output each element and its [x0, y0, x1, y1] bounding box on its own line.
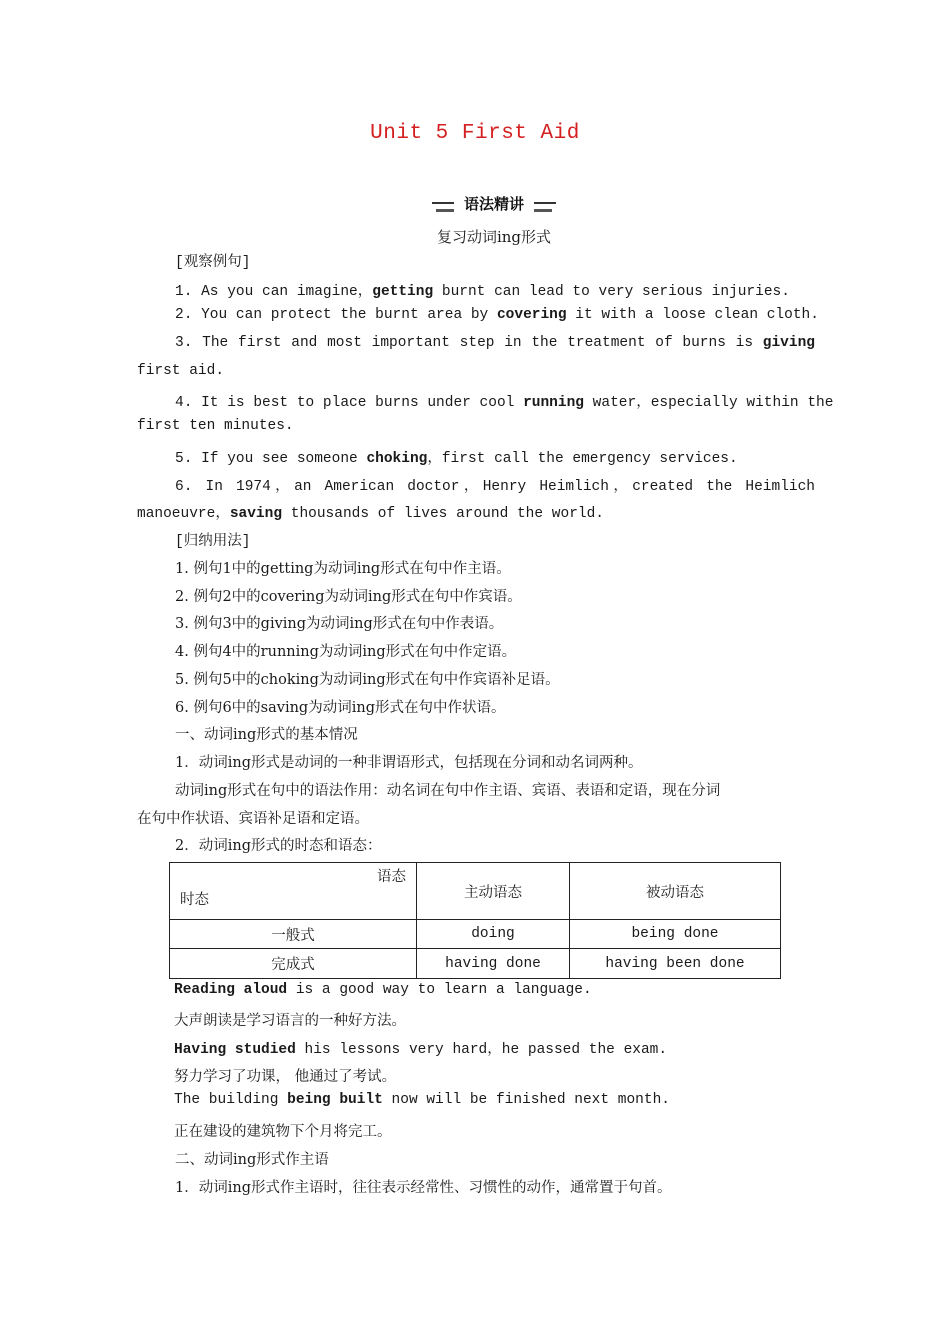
- example-num: 2.: [175, 307, 193, 323]
- example-keyword: Having studied: [174, 1042, 296, 1058]
- example-keyword: covering: [496, 307, 567, 323]
- example-6-line1: [137, 474, 815, 495]
- table-cell-tense: 一般式: [170, 920, 417, 949]
- example-1: [137, 279, 815, 300]
- example-text: As you can imagine，: [201, 284, 373, 300]
- section-1-heading: 一、动词ing形式的基本情况: [175, 727, 358, 743]
- section-2-heading: 二、动词ing形式作主语: [175, 1152, 329, 1168]
- example-3-line2: first aid.: [137, 363, 225, 379]
- section-1-para-line-1: 动词ing形式在句中的语法作用：动名词在句中作主语、宾语、表语和定语，现在分词: [175, 783, 721, 799]
- table-row: [170, 920, 781, 949]
- example-keyword: being built: [287, 1092, 383, 1108]
- table-header-tense: 时态: [180, 892, 209, 908]
- example-text: burnt can lead to very serious injuries.: [433, 284, 790, 300]
- table-cell-active: having done: [417, 949, 570, 979]
- example-building-en: [174, 1092, 852, 1108]
- table-corner-cell: [170, 863, 417, 920]
- summary-item-3: [137, 612, 815, 633]
- summary-text: 例句2中的covering为动词ing形式在句中作宾语。: [193, 589, 522, 605]
- section-1-para-line-2: 在句中作状语、宾语补足语和定语。: [137, 811, 369, 827]
- section-2-point-1: 1．动词ing形式作主语时，往往表示经常性、习惯性的动作，通常置于句首。: [175, 1180, 672, 1196]
- example-keyword: running: [523, 395, 584, 411]
- example-text: You can protect the burnt area by: [201, 307, 497, 323]
- example-text: thousands of lives around the world.: [282, 506, 604, 522]
- summary-item-6: [137, 696, 815, 717]
- summary-num: 2.: [175, 589, 189, 605]
- section-1-point-1: 1．动词ing形式是动词的一种非谓语形式，包括现在分词和动名词两种。: [175, 755, 643, 771]
- example-text: The building: [174, 1092, 288, 1108]
- example-6-line2: [137, 501, 815, 522]
- table-cell-passive: having been done: [570, 949, 781, 979]
- example-5: [137, 446, 815, 467]
- table-header-voice: 语态: [377, 869, 406, 885]
- table-header-passive: 被动语态: [570, 863, 781, 920]
- summary-num: 4.: [175, 644, 189, 660]
- example-4-line2: first ten minutes.: [137, 418, 294, 434]
- summary-text: 例句3中的giving为动词ing形式在句中作表语。: [193, 616, 504, 632]
- summary-text: 例句1中的getting为动词ing形式在句中作主语。: [193, 561, 511, 577]
- example-text: water，especially within the: [583, 395, 834, 411]
- banner-label: 语法精讲: [454, 193, 534, 215]
- example-reading-zh: 大声朗读是学习语言的一种好方法。: [174, 1013, 406, 1029]
- example-text: The first and most important step in the treatment of burns is: [202, 335, 763, 351]
- example-text: manoeuvre，: [137, 506, 230, 522]
- example-text: It is best to place burns under cool: [201, 395, 524, 411]
- example-having-zh: 努力学习了功课， 他通过了考试。: [174, 1069, 397, 1085]
- example-text: now will be finished next month.: [382, 1092, 670, 1108]
- summary-text: 例句6中的saving为动词ing形式在句中作状语。: [193, 700, 506, 716]
- example-2: [137, 307, 819, 323]
- summary-num: 5.: [175, 672, 189, 688]
- summary-num: 1.: [175, 561, 189, 577]
- section-banner: [432, 193, 556, 215]
- table-header-active: 主动语态: [417, 863, 570, 920]
- example-4-line1: [137, 390, 834, 411]
- example-text: ，first call the emergency services.: [427, 451, 738, 467]
- summary-item-2: [137, 585, 815, 606]
- summary-text: 例句4中的running为动词ing形式在句中作定语。: [193, 644, 517, 660]
- example-keyword: giving: [762, 335, 815, 351]
- example-keyword: Reading aloud: [174, 982, 288, 998]
- example-keyword: saving: [229, 506, 283, 522]
- subtitle: 复习动词ing形式: [436, 228, 552, 246]
- example-3-line1: [137, 335, 815, 351]
- example-text: it with a loose clean cloth.: [566, 307, 819, 323]
- example-text: is a good way to learn a language.: [287, 982, 592, 998]
- example-text: If you see someone: [201, 451, 367, 467]
- summary-num: 6.: [175, 700, 189, 716]
- table-row: [170, 949, 781, 979]
- example-text: his lessons very hard，he passed the exam.: [295, 1042, 668, 1058]
- section-1-point-2: 2．动词ing形式的时态和语态：: [175, 838, 382, 854]
- example-num: 1.: [175, 284, 193, 300]
- example-num: 3.: [175, 335, 193, 351]
- summary-item-1: [137, 557, 815, 578]
- table-cell-passive: being done: [570, 920, 781, 949]
- example-keyword: getting: [372, 284, 434, 300]
- example-num: 6.: [175, 479, 193, 495]
- observe-label: [观察例句]: [175, 255, 251, 271]
- summary-text: 例句5中的choking为动词ing形式在句中作宾语补足语。: [193, 672, 560, 688]
- example-num: 5.: [175, 451, 193, 467]
- tense-voice-table: [169, 862, 781, 979]
- table-cell-tense: 完成式: [170, 949, 417, 979]
- summary-num: 3.: [175, 616, 189, 632]
- summary-label: [归纳用法]: [175, 534, 251, 550]
- example-keyword: choking: [366, 451, 428, 467]
- example-num: 4.: [175, 395, 193, 411]
- page-title: Unit 5 First Aid: [370, 122, 580, 145]
- table-cell-active: doing: [417, 920, 570, 949]
- example-having-en: [174, 1037, 852, 1058]
- summary-item-5: [137, 668, 815, 689]
- example-building-zh: 正在建设的建筑物下个月将完工。: [174, 1124, 392, 1140]
- example-text: In 1974，an American doctor，Henry Heimlich，created the Heimlich: [205, 479, 815, 495]
- example-reading-en: [174, 982, 852, 998]
- summary-item-4: [137, 640, 815, 661]
